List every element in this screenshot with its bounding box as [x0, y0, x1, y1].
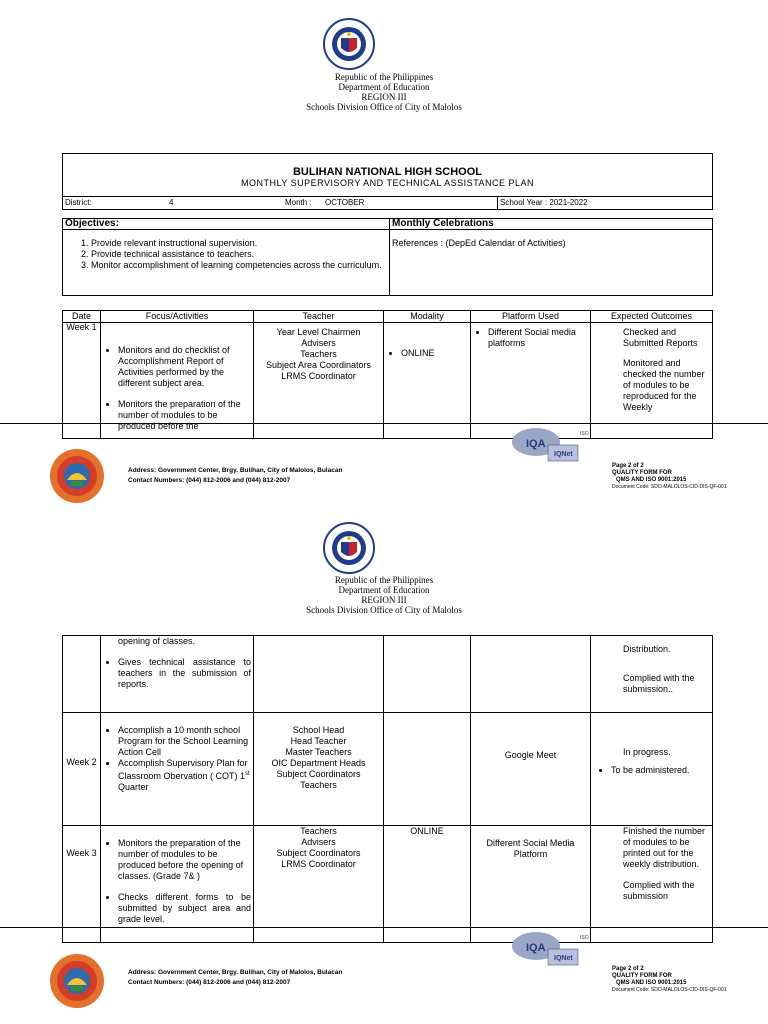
week1-activity-cont: opening of classes.: [118, 636, 196, 646]
week3-outcomes: [591, 826, 713, 943]
header-region: REGION III: [361, 92, 407, 102]
teacher-item: Subject Coordinators: [276, 769, 361, 779]
header-teacher: Teacher: [254, 311, 384, 323]
week3-activity: • Checks different forms to be submitted by subject area and grade level.: [118, 892, 251, 925]
header-division: Schools Division Office of City of Malolos: [306, 605, 462, 615]
footer-divider: [0, 927, 768, 928]
school-name: BULIHAN NATIONAL HIGH SCHOOL: [292, 166, 483, 178]
week1-cont-date: [63, 636, 101, 713]
deped-seal-icon: [323, 18, 375, 70]
qms-label: QMS AND ISO 9001:2015: [616, 980, 687, 986]
footer-divider: [0, 423, 768, 424]
week3-modality: ONLINE: [384, 826, 471, 943]
footer-form-info: [612, 463, 726, 491]
outcome-item: Complied with the submission..: [623, 673, 695, 694]
sdo-logo-icon: [49, 953, 105, 1009]
header-division: Schools Division Office of City of Malolos: [306, 102, 462, 112]
week2-date: Week 2: [63, 713, 101, 826]
outcome-item: Distribution.: [623, 644, 671, 654]
district-label: District:: [63, 197, 168, 210]
header-modality: Modality: [384, 311, 471, 323]
week3-activities: [101, 826, 254, 943]
teacher-item: Teachers: [300, 780, 337, 790]
platform-item: • Different Social media platforms: [488, 327, 588, 349]
week2-outcomes: [591, 713, 713, 826]
footer-contact-block: [128, 968, 342, 988]
week1-teachers: [254, 323, 384, 439]
objective-item: 2. Provide technical assistance to teachers.: [91, 249, 387, 260]
objective-item: 1. Provide relevant instructional supervision.: [91, 238, 387, 249]
teacher-item: School Head: [292, 725, 345, 735]
outcome-item: Checked and Submitted Reports: [623, 327, 698, 348]
footer-form-info: [612, 966, 726, 994]
week1-cont-outcomes: [591, 636, 713, 713]
month-label: Month :: [283, 197, 323, 210]
svg-text:IQA: IQA: [526, 942, 546, 954]
week1-activity: • Gives technical assistance to teachers in the submission of reports.: [118, 657, 251, 690]
footer-contact: Contact Numbers: (044) 812-2006 and (044) 812-2007: [128, 477, 291, 484]
week1-activity: • Monitors the preparation of the number of modules to be produced before the: [118, 399, 251, 432]
footer-contact-block: [128, 466, 342, 486]
iso-certification-icon: [508, 425, 608, 463]
week1-platform: [471, 323, 591, 439]
objectives-table: [62, 218, 713, 296]
week3-date: Week 3: [63, 826, 101, 943]
objectives-list: [65, 238, 387, 271]
deped-seal-icon: [323, 522, 375, 574]
footer-address: Address: Government Center, Brgy. Bulihan, City of Malolos, Bulacan: [128, 969, 343, 976]
district-value: 4: [167, 197, 283, 210]
header-focus: Focus/Activities: [101, 311, 254, 323]
qms-label: QMS AND ISO 9001:2015: [616, 477, 687, 483]
week1-modality: [384, 323, 471, 439]
teacher-item: OIC Department Heads: [271, 758, 366, 768]
header-date: Date: [63, 311, 101, 323]
school-year: School Year : 2021-2022: [498, 197, 713, 210]
teacher-item: Teachers: [300, 349, 337, 359]
week2-teachers: [254, 713, 384, 826]
week1-cont-teachers: [254, 636, 384, 713]
week1-cont-activities: [101, 636, 254, 713]
page-number: Page 2 of 2: [612, 463, 644, 469]
sdo-logo-icon: [49, 448, 105, 504]
header-republic: Republic of the Philippines: [334, 575, 434, 585]
modality-item: • ONLINE: [401, 348, 468, 359]
iso-certification-icon: [508, 929, 608, 967]
page-number: Page 2 of 2: [612, 966, 644, 972]
teacher-item: LRMS Coordinator: [281, 859, 356, 869]
month-value: OCTOBER: [323, 197, 498, 210]
activities-table-page2: [62, 635, 713, 943]
header-department: Department of Education: [338, 585, 430, 595]
header-outcomes: Expected Outcomes: [591, 311, 713, 323]
svg-text:IQNet: IQNet: [554, 955, 573, 962]
header-platform: Platform Used: [471, 311, 591, 323]
teacher-item: Teachers: [300, 826, 337, 836]
week1-activity: • Monitors and do checklist of Accomplishment Report of Activities performed by the different subject area.: [118, 345, 251, 389]
teacher-item: Head Teacher: [290, 736, 347, 746]
week1-outcomes: [591, 323, 713, 439]
activities-table-page1: [62, 310, 713, 439]
outcome-item: Complied with the submission: [623, 880, 695, 901]
week3-platform: Different Social Media Platform: [471, 826, 591, 943]
week2-platform: Google Meet: [471, 713, 591, 826]
document-code: Document Code: SDO-MALOLOS-CID-DIS-QF-001: [612, 987, 727, 993]
teacher-item: Subject Area Coordinators: [265, 360, 372, 370]
references: References : (DepEd Calendar of Activities): [390, 230, 713, 296]
teacher-item: Advisers: [301, 837, 336, 847]
quality-form: QUALITY FORM FOR: [612, 973, 672, 979]
header-republic: Republic of the Philippines: [334, 72, 434, 82]
week1-cont-platform: [471, 636, 591, 713]
week1-cont-modality: [384, 636, 471, 713]
week2-activities: [101, 713, 254, 826]
footer-address: Address: Government Center, Brgy. Bulihan, City of Malolos, Bulacan: [128, 467, 343, 474]
document-code: Document Code: SDO-MALOLOS-CID-DIS-QF-001: [612, 484, 727, 490]
district-row: [62, 196, 713, 210]
objective-item: 3. Monitor accomplishment of learning competencies across the curriculum.: [91, 260, 387, 271]
plan-title: MONTHLY SUPERVISORY AND TECHNICAL ASSISTANCE PLAN: [240, 178, 535, 188]
week1-activities: [101, 323, 254, 439]
header-region: REGION III: [361, 595, 407, 605]
svg-text:ISO: ISO: [580, 431, 589, 437]
teacher-item: LRMS Coordinator: [281, 371, 356, 381]
week2-modality: [384, 713, 471, 826]
svg-text:IQA: IQA: [526, 438, 546, 450]
outcome-item: Monitored and checked the number of modules to be reproduced for the Weekly: [623, 358, 705, 412]
week2-activity: • Accomplish Supervisory Plan for Classroom Obervation ( COT) 1st Quarter: [118, 758, 251, 793]
teacher-item: Subject Coordinators: [276, 848, 361, 858]
outcome-item: Finished the number of modules to be printed out for the weekly distribution.: [623, 826, 706, 869]
quality-form: QUALITY FORM FOR: [612, 470, 672, 476]
week2-activity: • Accomplish a 10 month school Program for the School Learning Action Cell: [118, 725, 251, 758]
outcome-item: In progress.: [623, 747, 671, 757]
celebrations-heading: Monthly Celebrations: [390, 219, 713, 230]
teacher-item: Master Teachers: [285, 747, 352, 757]
header-department: Department of Education: [338, 82, 430, 92]
svg-text:IQNet: IQNet: [554, 451, 573, 458]
week1-date: Week 1: [63, 323, 101, 439]
svg-text:ISO: ISO: [580, 935, 589, 941]
outcome-item: • To be administered.: [611, 765, 710, 776]
week3-activity: • Monitors the preparation of the number of modules to be produced before the opening of classes. (Grade 7& ): [118, 838, 251, 882]
teacher-item: Advisers: [301, 338, 336, 348]
objectives-heading: Objectives:: [63, 219, 390, 230]
objectives-cell: [63, 230, 390, 296]
footer-contact: Contact Numbers: (044) 812-2006 and (044) 812-2007: [128, 979, 291, 986]
week3-teachers: [254, 826, 384, 943]
teacher-item: Year Level Chairmen: [276, 327, 361, 337]
